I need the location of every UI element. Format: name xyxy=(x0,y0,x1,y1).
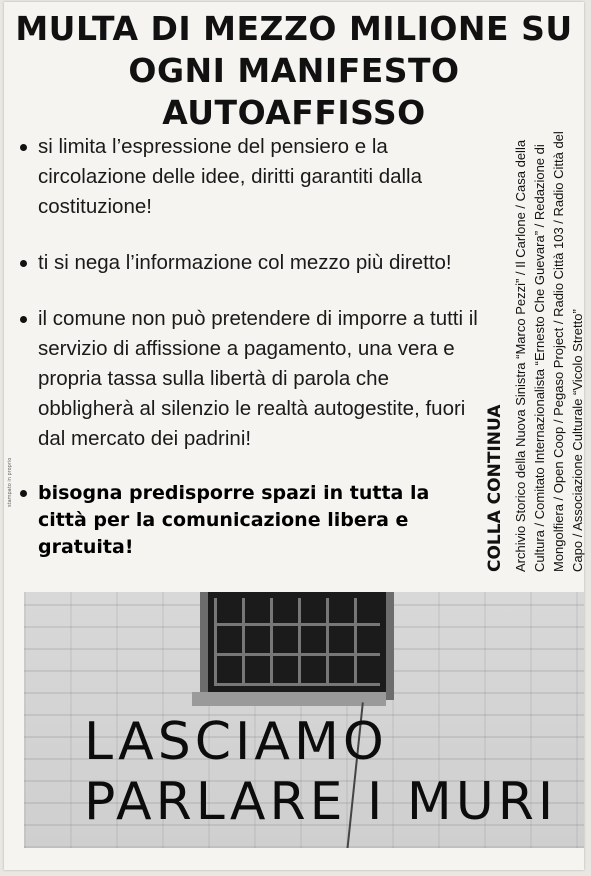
bullet-item xyxy=(20,132,480,222)
graffiti-line-1: LASCIAMO xyxy=(84,712,388,772)
window-sill xyxy=(192,692,386,706)
bullet-dot-icon xyxy=(20,490,27,497)
bullet-text: il comune non può pretendere di imporre a tutti il servizio di affissione a pagamento, una vera e propria tassa sulla libertà di parola che obbligherà al silenzio le realtà autogestite, fuori dal mercato dei padrini! xyxy=(38,307,478,450)
window xyxy=(200,592,394,700)
bullet-dot-icon xyxy=(20,144,27,151)
bullet-item xyxy=(20,248,480,278)
bullet-dot-icon xyxy=(20,316,27,323)
headline-line-2: OGNI MANIFESTO AUTOAFFISSO xyxy=(128,51,460,132)
poster xyxy=(4,2,584,870)
graffiti-text xyxy=(84,712,584,832)
graffiti-line-2: PARLARE I MURI xyxy=(84,772,558,832)
bullet-text: si limita l’espressione del pensiero e la circolazione delle idee, diritti garantiti dalla costituzione! xyxy=(38,135,423,218)
bullet-text: ti si nega l’informazione col mezzo più diretto! xyxy=(38,251,452,274)
sidebar-text: Archivio Storico della Nuova Sinistra “Marco Pezzi” / Il Carlone / Casa della Cultura / Comitato Internazionalista “Ernesto Che Guevara” / Redazione di Mongolfiera / Open Coop / Pegaso Project / Radio Città 103 / Radio Città del Capo / Associazione Culturale “Vicolo Stretto” xyxy=(513,131,585,572)
sidebar xyxy=(483,112,588,572)
printer-note: stampato in proprio xyxy=(7,457,13,507)
bullet-item xyxy=(20,304,480,454)
bullet-item-emphasis xyxy=(20,480,480,561)
bullet-text: bisogna predisporre spazi in tutta la città per la comunicazione libera e gratuita! xyxy=(38,482,430,558)
sidebar-title: COLLA CONTINUA xyxy=(485,404,505,572)
headline-line-1: MULTA DI MEZZO MILIONE SU xyxy=(15,9,573,48)
bullet-dot-icon xyxy=(20,260,27,267)
bullet-list xyxy=(20,132,480,587)
wall-photo xyxy=(24,592,584,848)
